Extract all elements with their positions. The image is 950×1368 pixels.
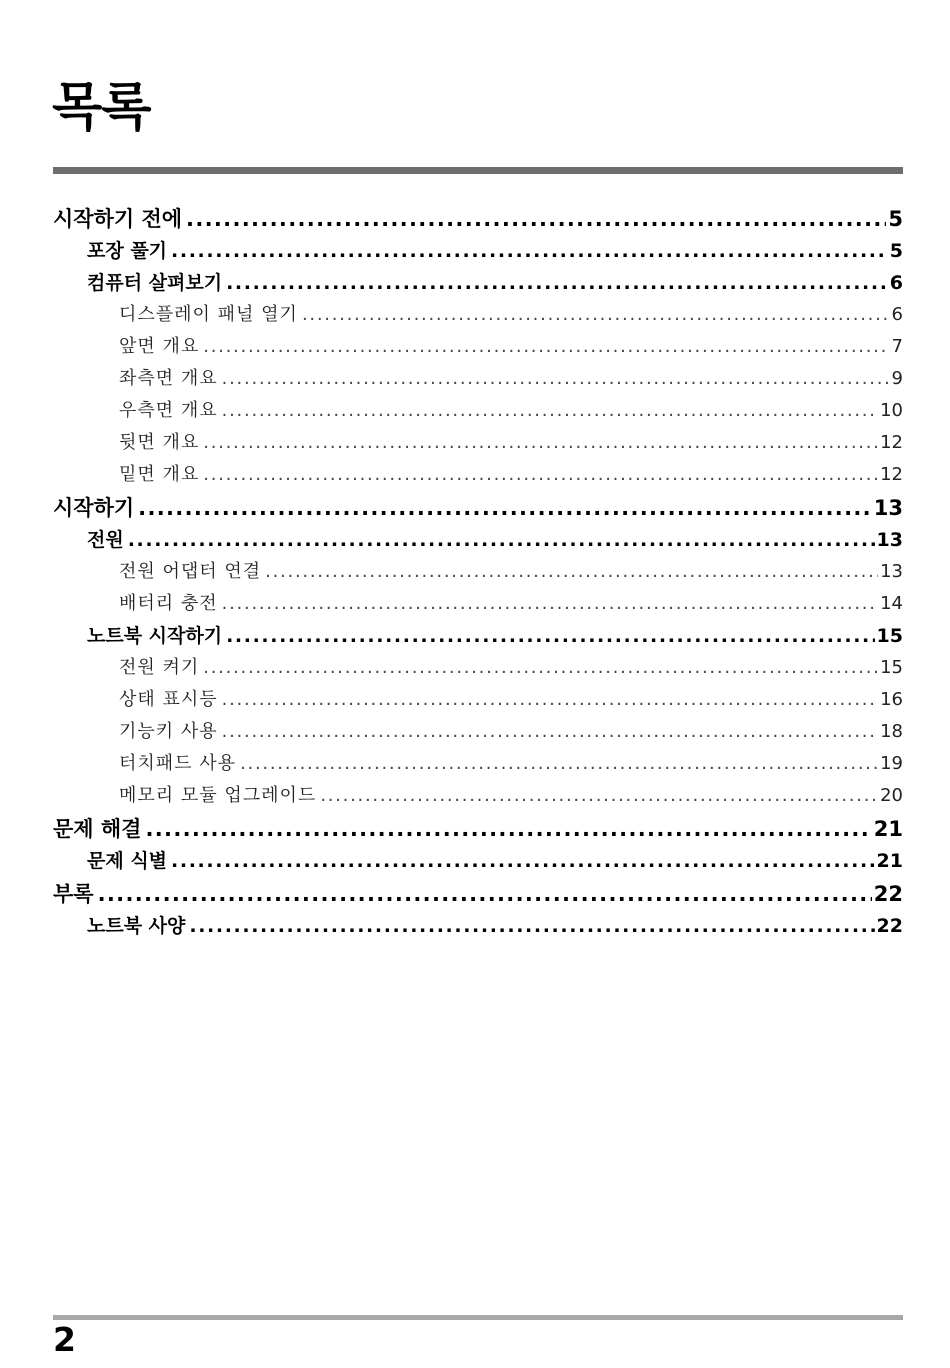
dot-leader xyxy=(222,402,878,420)
toc-entry-label: 디스플레이 패널 열기 xyxy=(119,304,298,325)
toc-entry-label: 메모리 모듈 업그레이드 xyxy=(119,785,317,806)
toc-entry[interactable] xyxy=(53,751,903,783)
toc-entry-page-number: 20 xyxy=(880,785,903,806)
toc-entry-page-number: 19 xyxy=(880,753,903,774)
toc-entry-page-number: 5 xyxy=(888,207,903,231)
toc-entry[interactable] xyxy=(53,687,903,719)
dot-leader xyxy=(203,466,878,484)
toc-entry-page-number: 15 xyxy=(880,657,903,678)
toc-entry-label: 시작하기 xyxy=(53,496,135,520)
dot-leader xyxy=(222,723,878,741)
toc-entry[interactable] xyxy=(53,913,903,945)
toc-entry-label: 부록 xyxy=(53,882,94,906)
toc-entry-page-number: 14 xyxy=(880,593,903,614)
table-of-contents xyxy=(53,205,903,945)
toc-entry-label: 노트북 시작하기 xyxy=(87,625,223,647)
toc-entry[interactable] xyxy=(53,623,903,655)
dot-leader xyxy=(186,209,886,230)
dot-leader xyxy=(302,306,890,324)
toc-entry-page-number: 21 xyxy=(873,817,903,841)
toc-entry-label: 노트북 사양 xyxy=(87,915,186,937)
toc-entry-page-number: 13 xyxy=(873,496,903,520)
toc-entry-label: 상태 표시등 xyxy=(119,689,218,710)
toc-entry[interactable] xyxy=(53,880,903,913)
toc-entry[interactable] xyxy=(53,815,903,848)
toc-entry[interactable] xyxy=(53,783,903,815)
toc-entry-page-number: 5 xyxy=(889,240,903,262)
dot-leader xyxy=(226,274,888,293)
toc-entry-label: 포장 풀기 xyxy=(87,240,168,262)
toc-entry-label: 전원 xyxy=(87,529,124,551)
toc-entry-label: 문제 해결 xyxy=(53,817,142,841)
page-number: 2 xyxy=(53,1320,76,1359)
toc-entry-label: 앞면 개요 xyxy=(119,336,200,357)
toc-entry[interactable] xyxy=(53,270,903,302)
toc-entry-page-number: 6 xyxy=(891,304,903,325)
toc-entry[interactable] xyxy=(53,655,903,687)
dot-leader xyxy=(138,498,872,519)
toc-entry-page-number: 7 xyxy=(891,336,903,357)
toc-entry-page-number: 22 xyxy=(876,915,903,937)
toc-entry[interactable] xyxy=(53,462,903,494)
toc-entry-label: 문제 식별 xyxy=(87,850,168,872)
title-divider xyxy=(53,167,903,174)
toc-entry[interactable] xyxy=(53,302,903,334)
toc-entry-label: 전원 어댑터 연결 xyxy=(119,561,262,582)
toc-entry[interactable] xyxy=(53,494,903,527)
toc-entry[interactable] xyxy=(53,366,903,398)
dot-leader xyxy=(222,691,878,709)
toc-entry-page-number: 15 xyxy=(876,625,903,647)
toc-entry-page-number: 18 xyxy=(880,721,903,742)
toc-entry[interactable] xyxy=(53,238,903,270)
toc-entry-label: 전원 켜기 xyxy=(119,657,200,678)
dot-leader xyxy=(171,852,875,871)
toc-entry-page-number: 16 xyxy=(880,689,903,710)
toc-entry-page-number: 21 xyxy=(876,850,903,872)
dot-leader xyxy=(171,242,888,261)
toc-entry-label: 배터리 충전 xyxy=(119,593,218,614)
toc-entry-label: 좌측면 개요 xyxy=(119,368,218,389)
toc-entry-page-number: 13 xyxy=(880,561,903,582)
dot-leader xyxy=(240,755,878,773)
toc-entry-label: 터치패드 사용 xyxy=(119,753,237,774)
toc-entry[interactable] xyxy=(53,848,903,880)
toc-entry[interactable] xyxy=(53,527,903,559)
dot-leader xyxy=(320,787,878,805)
toc-entry-label: 우측면 개요 xyxy=(119,400,218,421)
toc-entry-page-number: 13 xyxy=(876,529,903,551)
dot-leader xyxy=(222,595,878,613)
toc-entry[interactable] xyxy=(53,398,903,430)
dot-leader xyxy=(265,563,878,581)
footer-divider xyxy=(53,1315,903,1320)
toc-entry[interactable] xyxy=(53,591,903,623)
toc-entry-page-number: 6 xyxy=(889,272,903,294)
toc-entry[interactable] xyxy=(53,430,903,462)
dot-leader xyxy=(145,819,871,840)
toc-entry-page-number: 9 xyxy=(891,368,903,389)
toc-entry-page-number: 12 xyxy=(880,464,903,485)
toc-entry[interactable] xyxy=(53,334,903,366)
toc-entry-label: 밑면 개요 xyxy=(119,464,200,485)
toc-entry-label: 뒷면 개요 xyxy=(119,432,200,453)
toc-entry-page-number: 22 xyxy=(873,882,903,906)
toc-entry[interactable] xyxy=(53,719,903,751)
dot-leader xyxy=(189,917,874,936)
dot-leader xyxy=(98,884,872,905)
dot-leader xyxy=(203,434,878,452)
dot-leader xyxy=(128,531,875,550)
toc-entry[interactable] xyxy=(53,559,903,591)
toc-entry-label: 시작하기 전에 xyxy=(53,207,183,231)
toc-entry-page-number: 10 xyxy=(880,400,903,421)
toc-entry-label: 컴퓨터 살펴보기 xyxy=(87,272,223,294)
dot-leader xyxy=(226,627,874,646)
dot-leader xyxy=(203,659,878,677)
toc-entry[interactable] xyxy=(53,205,903,238)
page-title: 목록 xyxy=(52,78,151,138)
dot-leader xyxy=(222,370,890,388)
dot-leader xyxy=(203,338,889,356)
toc-entry-label: 기능키 사용 xyxy=(119,721,218,742)
toc-entry-page-number: 12 xyxy=(880,432,903,453)
